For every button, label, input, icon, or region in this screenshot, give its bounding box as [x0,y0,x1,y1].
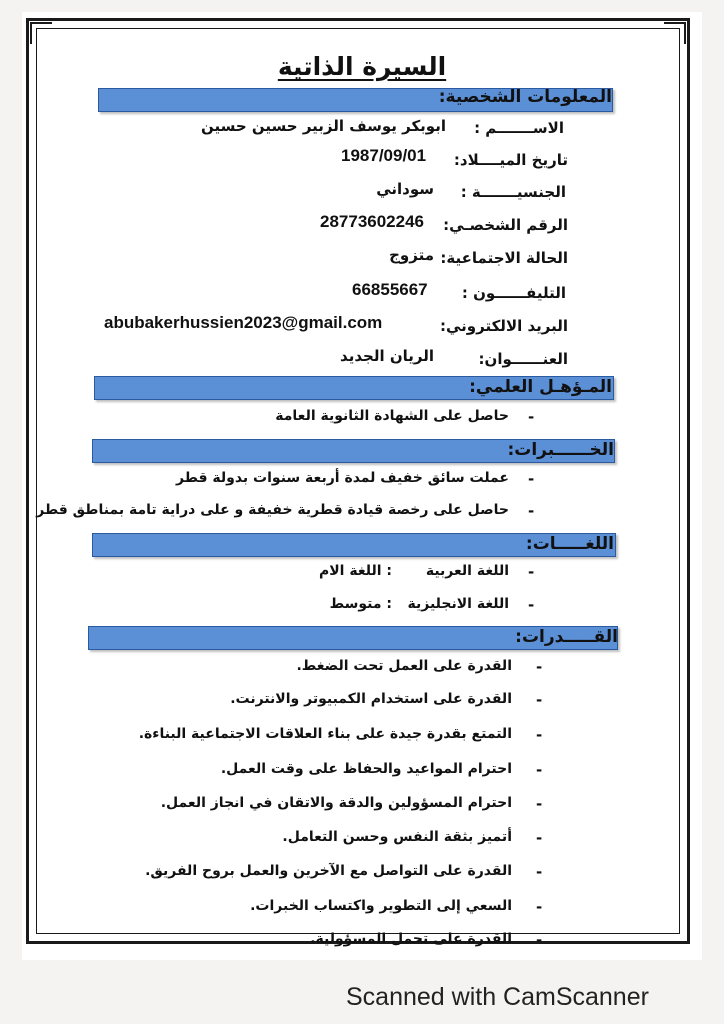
bullet-dash: - [528,596,535,614]
field-label-nationality: الجنسيـــــــة : [460,183,566,201]
bullet-dash: - [536,691,543,709]
document-title: السيرة الذاتية [277,52,447,81]
language-level: : متوسط [329,596,392,612]
frame-corner-top-left [30,22,52,44]
ability-item: احترام المواعيد والحفاظ على وقت العمل. [220,761,512,777]
bullet-dash: - [528,502,535,520]
ability-item: القدرة على التواصل مع الآخرين والعمل بروح الفريق. [145,863,512,879]
education-item: حاصل على الشهادة الثانوية العامة [275,408,509,424]
bullet-dash: - [528,408,535,426]
language-name: اللغة العربية [425,563,509,579]
section-title-personal: المعلومات الشخصية: [438,87,612,107]
field-value-birthdate: 1987/09/01 [341,146,427,165]
field-value-address: الريان الجديد [340,347,434,365]
ability-item: القدرة على تحمل المسؤولية. [310,931,512,947]
section-title-languages: اللغـــــات: [525,534,614,554]
field-value-personal-id: 28773602246 [320,212,425,231]
experience-item: حاصل على رخصة قيادة قطرية خفيفة و على دراية تامة بمناطق قطر [36,502,509,518]
section-title-abilities: القـــــدرات: [515,627,618,647]
field-label-phone: التليفــــــون : [461,284,566,302]
bullet-dash: - [536,863,543,881]
section-title-experience: الخــــــبرات: [507,440,614,460]
field-value-phone: 66855667 [352,280,428,299]
field-value-name: ابوبكر يوسف الزبير حسين حسين [201,117,446,135]
bullet-dash: - [536,761,543,779]
ability-item: السعي إلى التطوير واكتساب الخبرات. [250,898,512,914]
bullet-dash: - [536,795,543,813]
experience-item: عملت سائق خفيف لمدة أربعة سنوات بدولة قطر [176,470,509,486]
field-value-nationality: سوداني [376,180,434,198]
section-title-education: المـؤهـل العلمي: [469,377,612,397]
field-label-email: البريد الالكتروني: [440,317,568,335]
frame-corner-top-right [664,22,686,44]
bullet-dash: - [528,563,535,581]
ability-item: أتميز بثقة النفس وحسن التعامل. [282,829,512,845]
bullet-dash: - [536,829,543,847]
language-level: : اللغة الام [319,563,392,579]
bullet-dash: - [536,931,543,949]
ability-item: احترام المسؤولين والدقة والاتقان في انجاز العمل. [160,795,512,811]
ability-item: القدرة على استخدام الكمبيوتر والانترنت. [230,691,512,707]
field-label-address: العنــــــوان: [478,350,568,368]
scanner-watermark: Scanned with CamScanner [346,983,649,1011]
bullet-dash: - [528,470,535,488]
field-label-personal-id: الرقم الشخصـي: [443,216,568,234]
language-name: اللغة الانجليزية [407,596,509,612]
field-value-email: abubakerhussien2023@gmail.com [104,313,383,332]
bullet-dash: - [536,726,543,744]
bullet-dash: - [536,898,543,916]
bullet-dash: - [536,658,543,676]
field-label-marital-status: الحالة الاجتماعية: [440,249,568,267]
field-value-marital-status: متزوج [389,246,434,264]
ability-item: التمتع بقدرة جيدة على بناء العلاقات الاجتماعية البناءة. [138,726,512,742]
ability-item: القدرة على العمل تحت الضغط. [296,658,512,674]
field-label-name: الاســـــــم : [474,119,564,137]
field-label-birthdate: تاريخ الميــــلاد: [453,151,568,169]
